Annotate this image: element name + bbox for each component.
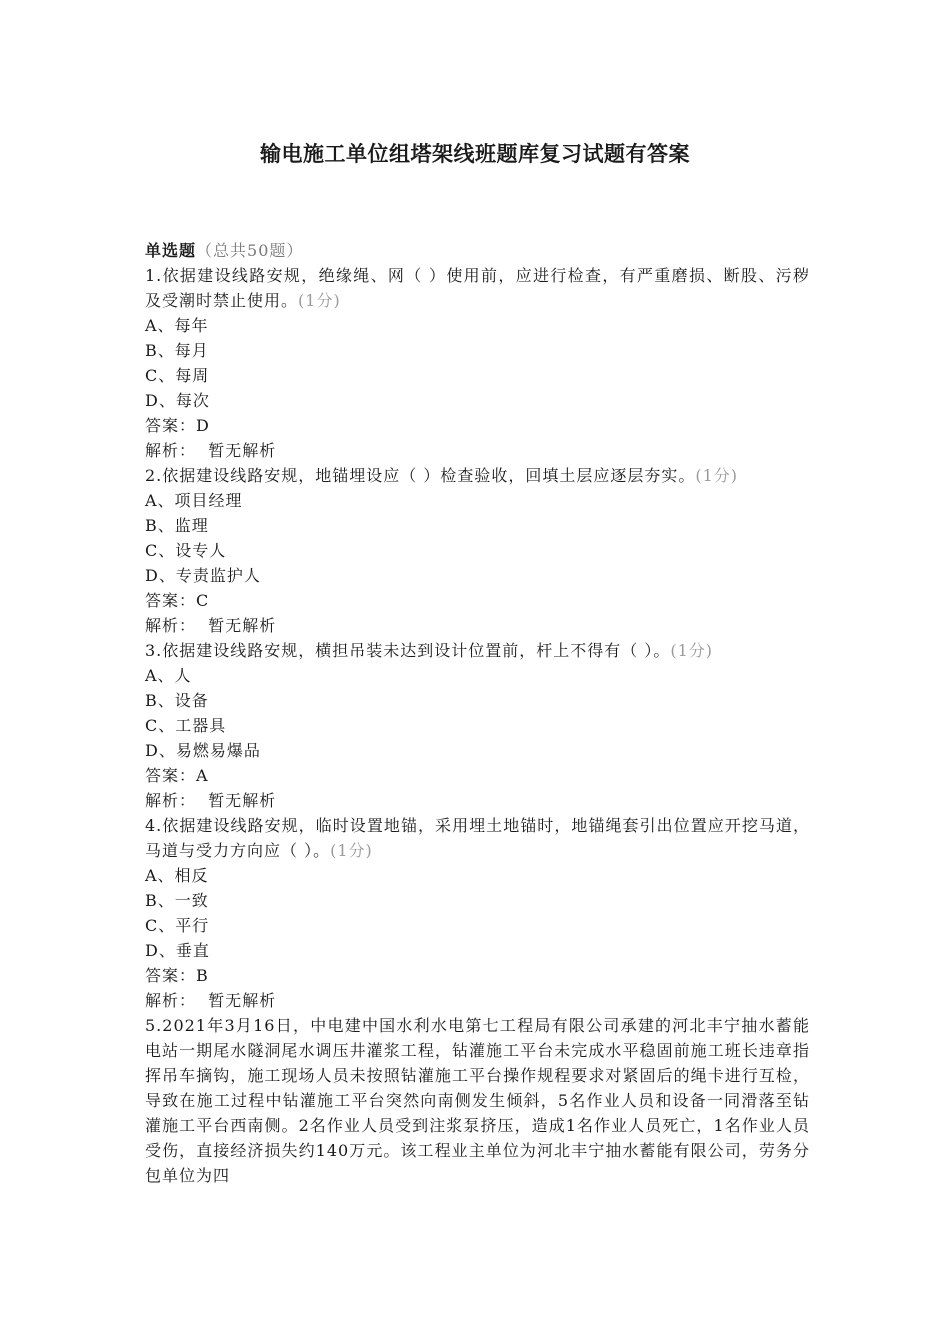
- option-b: B、设备: [145, 691, 209, 710]
- question-text: 5.2021年3月16日，中电建中国水利水电第七工程局有限公司承建的河北丰宁抽水蓄能电站一期尾水隧洞尾水调压井灌浆工程，钻灌施工平台未完成水平稳固前施工班长违章指挥吊车摘钩，施工现场人员未按照钻灌施工平台操作规程要求对紧固后的绳卡进行互检，导致在施工过程中钻灌施工平台突然向南侧发生倾斜，5名作业人员和设备一同滑落至钻灌施工平台西南侧。2名作业人员受到注浆泵挤压，造成1名作业人员死亡，1名作业人员受伤，直接经济损失约140万元。该工程业主单位为河北丰宁抽水蓄能有限公司，劳务分包单位为四: [145, 1016, 810, 1185]
- option-b: B、每月: [145, 341, 209, 360]
- question-item: [145, 813, 810, 1013]
- option-d: D、垂直: [145, 941, 210, 960]
- analysis-line: 解析： 暂无解析: [145, 441, 277, 460]
- question-score: (1分): [670, 641, 714, 660]
- answer-line: 答案：C: [145, 591, 210, 610]
- option-b: B、一致: [145, 891, 209, 910]
- option-a: A、每年: [145, 316, 209, 335]
- option-d: D、每次: [145, 391, 210, 410]
- analysis-value: 暂无解析: [208, 441, 277, 460]
- option-b: B、监理: [145, 516, 209, 535]
- analysis-line: 解析： 暂无解析: [145, 791, 277, 810]
- section-header: [145, 238, 810, 263]
- analysis-value: 暂无解析: [208, 616, 277, 635]
- analysis-line: 解析： 暂无解析: [145, 616, 277, 635]
- answer-line: 答案：B: [145, 966, 209, 985]
- option-a: A、人: [145, 666, 192, 685]
- option-c: C、平行: [145, 916, 210, 935]
- question-item: [145, 263, 810, 463]
- option-c: C、每周: [145, 366, 210, 385]
- analysis-value: 暂无解析: [208, 991, 277, 1010]
- analysis-value: 暂无解析: [208, 791, 277, 810]
- answer-value: C: [196, 591, 210, 610]
- answer-value: B: [196, 966, 209, 985]
- analysis-line: 解析： 暂无解析: [145, 991, 277, 1010]
- question-text: 2.依据建设线路安规，地锚埋设应（ ）检查验收，回填土层应逐层夯实。(1分): [145, 466, 739, 485]
- answer-value: A: [196, 766, 209, 785]
- option-a: A、相反: [145, 866, 209, 885]
- section-count: （总共50题）: [196, 241, 304, 260]
- question-item: [145, 638, 810, 813]
- page-title: 输电施工单位组塔架线班题库复习试题有答案: [260, 141, 690, 166]
- question-text: 1.依据建设线路安规，绝缘绳、网（ ）使用前，应进行检查，有严重磨损、断股、污秽及受潮时禁止使用。(1分): [145, 266, 810, 310]
- question-score: (1分): [695, 466, 739, 485]
- question-score: (1分): [330, 841, 373, 860]
- answer-value: D: [196, 416, 210, 435]
- option-c: C、设专人: [145, 541, 227, 560]
- option-d: D、易燃易爆品: [145, 741, 261, 760]
- answer-line: 答案：D: [145, 416, 210, 435]
- question-score: (1分): [298, 291, 341, 310]
- question-list: [145, 238, 810, 1188]
- question-item: [145, 1013, 810, 1188]
- option-d: D、专责监护人: [145, 566, 261, 585]
- question-text: 4.依据建设线路安规，临时设置地锚，采用埋土地锚时，地锚绳套引出位置应开挖马道，马道与受力方向应（ ）。(1分): [145, 816, 810, 860]
- section-label: 单选题: [145, 241, 197, 260]
- question-item: [145, 463, 810, 638]
- option-c: C、工器具: [145, 716, 227, 735]
- question-text: 3.依据建设线路安规，横担吊装未达到设计位置前，杆上不得有（ ）。(1分): [145, 641, 714, 660]
- option-a: A、项目经理: [145, 491, 243, 510]
- answer-line: 答案：A: [145, 766, 209, 785]
